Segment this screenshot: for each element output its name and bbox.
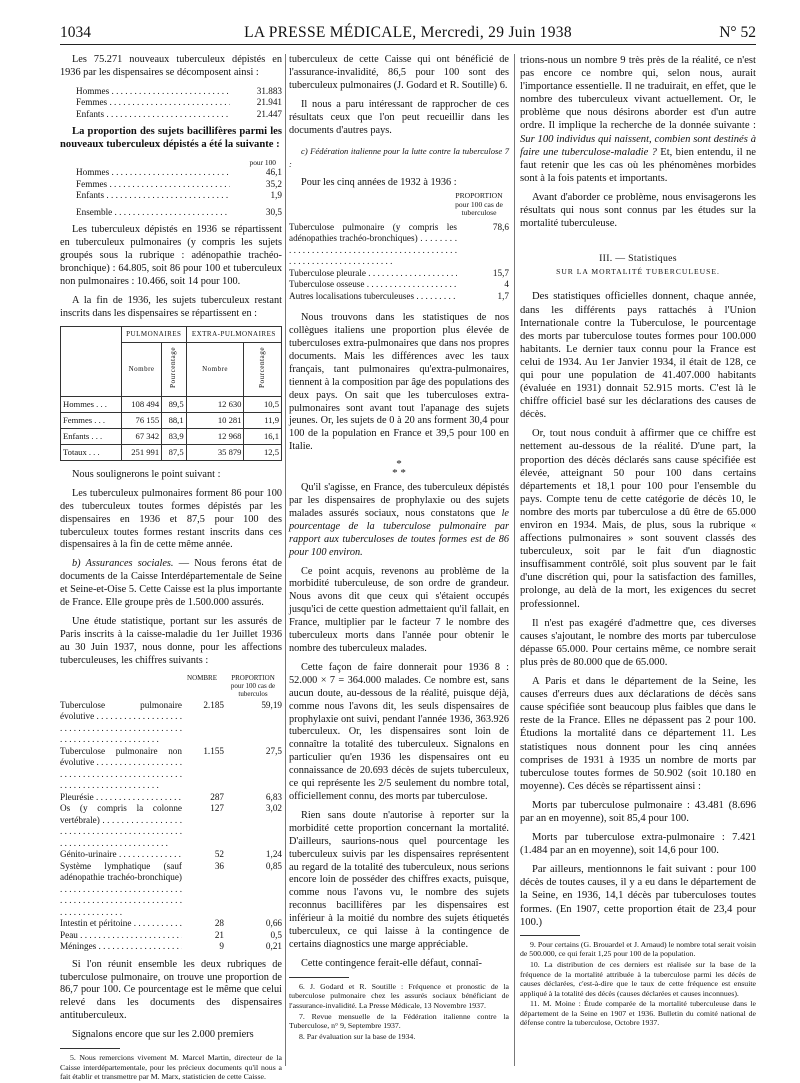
column-3 — [520, 54, 756, 1029]
paragraph: Cette façon de faire donnerait pour 1936 8 : 52.000 × 7 = 364.000 malades. Ce nombre est, sans aucun doute, au-dessous de la réalité, puisque déjà, comme nous l'avons dit, les seuls dispensaires de prophylaxie ont suivi, pendant l'année 1936, 363.926 tuberculeux. Or, les dispensaires sont loin de connaître la totalité des tuberculeux. Signalons en particulier qu'en 1936 les dispensaires ont eu connaissance de 20.693 décès de sujets tuberculeux, ce qui représente les 2/5 seulement du nombre total, officiellement connu, des morts par tuberculose. — [289, 661, 509, 802]
column-2 — [289, 54, 509, 1042]
list-item: Tuberculose pulmonaire évolutive . . . 2.185 59,19 — [60, 700, 282, 746]
footnote-rule — [289, 977, 349, 978]
page-number: 1034 — [60, 24, 91, 41]
list-item: Os (y compris la colonne vertébrale) . . . 127 3,02 — [60, 803, 282, 849]
list-item: Enfants . . . 21.447 — [76, 109, 282, 121]
list-item: Femmes . . . 21.941 — [76, 97, 282, 109]
paragraph: A la fin de 1936, les sujets tuberculeux restant inscrits dans les dispensaires se répartissent en : — [60, 294, 282, 319]
paragraph: A Paris et dans le département de la Seine, les causes d'erreurs dues aux déclarations de décès sans cause spécifiée sont beaucoup plus faibles que dans le reste de la France. Elles ne dépassent pas 2 pour 100. Étudions la mortalité dans ce département 11. Les statistiques nous donnent pour les cinq années comprises de 1931 à 1935 un nombre de morts par tuberculose toutes formes de 50.902 (soit 10.180 en moyenne). Ces décès se répartissent ainsi : — [520, 676, 756, 792]
insured-list — [60, 700, 282, 953]
table-corner — [61, 327, 122, 397]
header-extra-pulmonaires: EXTRA-PULMONAIRES — [186, 327, 281, 343]
list-item: Tuberculose pulmonaire (y compris les adénopathies trachéo-bronchiques) . . . 78,6 — [289, 222, 509, 268]
list-item: Méninges . . . 9 0,21 — [60, 941, 282, 953]
table-row: Femmes . . . 76 155 88,1 10 281 11,9 — [61, 413, 282, 429]
italian-list — [289, 222, 509, 303]
paragraph: La proportion des sujets bacillifères parmi les nouveaux tuberculeux dépistés a été la suivante : — [60, 126, 282, 151]
list-item: Hommes . . . 46,1 — [76, 167, 282, 179]
footnote-rule — [520, 935, 580, 936]
footnote: 5. Nous remercions vivement M. Marcel Martin, directeur de la Caisse interdépartementale, pour les précieux documents qu'il nous a fait établir et transmettre par M. Marx, statisticien de cette Caisse. — [60, 1053, 282, 1082]
paragraph: Signalons encore que sur les 2.000 premiers — [72, 1029, 254, 1041]
page-header — [60, 22, 756, 45]
distribution-table — [60, 326, 282, 460]
paragraph: Ce point acquis, revenons au problème de la morbidité tuberculeuse, de son ordre de grandeur. Nous avons dit que ceux qui s'étaient occupés jusqu'ici de cette question admettaient qu'il fallait, en France, multiplier par le facteur 7 le nombre des tuberculeux morts dans l'année pour obtenir le nombre des tuberculeux malades. — [289, 565, 509, 654]
footnote: 6. J. Godard et R. Soutille : Fréquence et pronostic de la tuberculose pulmonaire chez les assurés sociaux bénéficiant de l'assurance-invalidité. La Presse Médicale, 13 Novembre 1937. — [289, 981, 509, 1010]
paragraph: Par ailleurs, mentionnons le fait suivant : pour 100 décès de toutes causes, il y a eu dans le département de la Seine, en 1936, 14,1 décès par tuberculoses toutes formes. (En 1907, cette proportion était de 23,4 pour 100.) — [520, 864, 756, 928]
paragraph: Avant d'aborder ce problème, nous envisagerons les résultats qui nous sont connus par les études sur la mortalité tuberculeuse. — [520, 191, 756, 230]
paragraph: b) Assurances sociales. — Nous ferons état de documents de la Caisse Interdépartementale de Seine et Seine-et-Oise 5. Cette Caisse est la plus importante de France. Elle groupe près de 1.500.000 assurés. — [60, 558, 282, 609]
list-item: Système lymphatique (sauf adénopathie trachéo-bronchique) . . . 36 0,85 — [60, 861, 282, 919]
paragraph: Il nous a paru intéressant de rapprocher de ces résultats ceux que l'on peut recueillir dans les documents d'autres pays. — [289, 98, 509, 136]
footnote: 10. La distribution de ces derniers est réalisée sur la base de la fréquence de la mortalité attribuée à la tuberculose parmi les décès de causes déclarées, c'est-à-dire que le taux de cette fréquence est ensuite appliqué à la totalité des décès (causes déclarées et causes inconnues). — [520, 959, 756, 998]
asterism: * * * — [392, 458, 406, 480]
pct-header: pour 100 — [249, 158, 276, 168]
paragraph: Nous soulignerons le point suivant : — [72, 468, 221, 480]
issue-number: N° 52 — [719, 24, 756, 41]
paragraph: Rien sans doute n'autorise à reporter sur la morbidité cette proportion concernant la mortalité. D'ailleurs, saurions-nous quel pourcentage les tuberculeux suivis par les dispensaires représentent au regard de la totalité des tuberculeux, nous serions encore loin de posséder des chiffres exacts, puisque, comme nous l'avons vu, le nombre des sujets reconnus bacillifères par les dispensaires est inférieur à la moitié du nombre des sujets étiquetés tuberculeux, ce qui laisse à la contingence de certains diagnostics une marge appréciable. — [289, 809, 509, 950]
column-1 — [60, 54, 282, 1083]
header-nombre: Nombre — [186, 343, 244, 397]
section-heading: c) Fédération italienne pour la lutte contre la tuberculose 7 : — [289, 146, 509, 170]
column-rule — [514, 54, 515, 1066]
list-item: Femmes . . . 35,2 — [76, 179, 282, 191]
list-item: Tuberculose pulmonaire non évolutive . . . 1.155 27,5 — [60, 746, 282, 792]
paragraph: trions-nous un nombre 9 très près de la réalité, ce n'est pas encore ce nombre qui, selon nous, aurait l'importance essentielle. Il ne traduirait, en effet, que le nombre des tuberculeux vivant actuellement. Or, le problème que nous désirons aborder est d'un autre ordre. Il implique la recherche de la donnée suivante : Sur 100 individus qui naissent, combien sont destinés à faire une tuberculose-maladie ? Et, bien entendu, il ne faut retenir que les cas où les phénomènes morbides sont à la fois patents et importants. — [520, 55, 756, 184]
list-item: Génito-urinaire . . . 52 1,24 — [60, 849, 282, 861]
section-title: III. — Statistiques SUR LA MORTALITÉ TUBERCULEUSE. — [556, 253, 720, 277]
paragraph: Les tuberculeux pulmonaires forment 86 pour 100 des tuberculeux toutes formes dépistés par les dispensaires en 1936 et 87,5 pour 100 des tuberculeux toutes formes restant inscrits dans ces dispensaires à la fin de cette même année. — [60, 487, 282, 551]
paragraph: Nous trouvons dans les statistiques de nos collègues italiens une proportion plus élevée de tuberculoses extra-pulmonaires que dans nos propres documents. Mais les différences avec les taux français, tant pulmonaires qu'extra-pulmonaires, tiennent à la composition par âge des populations des deux pays. On sait que les tuberculoses extra-pulmonaires sont avant tout l'apanage des sujets jeunes. Or, les sujets de 0 à 20 ans forment 30,4 pour 100 de la population en France et 39,5 pour 100 en Italie. — [289, 312, 509, 453]
list-item: Hommes . . . 31.883 — [76, 86, 282, 98]
footnote: 8. Par évaluation sur la base de 1934. — [299, 1031, 416, 1041]
breakdown-list — [60, 86, 282, 121]
paragraph: Pour les cinq années de 1932 à 1936 : — [301, 177, 457, 189]
paragraph: Il n'est pas exagéré d'admettre que, ces diverses causes s'ajoutant, le nombre des morts par tuberculose dépasse 65.000. Pour certains même, ce nombre serait plus près de 80.000 que de 65.000. — [520, 617, 756, 668]
paragraph: Si l'on réunit ensemble les deux rubriques de tuberculose pulmonaire, on trouve une proportion de 86,7 pour 100. Ce pourcentage est le même que celui relevé dans les documents des dispensaires antituberculeux. — [60, 958, 282, 1022]
paragraph: Morts par tuberculose pulmonaire : 43.481 (8.696 par an en moyenne), soit 85,4 pour 100. — [520, 799, 756, 824]
paragraph: Morts par tuberculose extra-pulmonaire : 7.421 (1.484 par an en moyenne), soit 14,6 pour 100. — [520, 832, 756, 857]
paragraph: Or, tout nous conduit à affirmer que ce chiffre est nettement au-dessous de la réalité. D'une part, la proportion des décès déclarés sans cause spécifiée est élevée, atteignant 50 pour 100 dans certains départements et 18,1 pour 100 pour l'ensemble du pays. Compte tenu de cette catégorie de décès 10, le nombre des morts par tuberculose a dû être de 65.000 environ en 1934. Mais, de plus, sous la rubrique « affections pulmonaires » sont souvent classés des tuberculeux, soit par le fait d'un diagnostic insuffisamment contrôlé, soit plus souvent par le fait d'une discrétion qui, pour la satisfaction des familles, prolonge, au delà de la mort, les exigences du secret professionnel. — [520, 428, 756, 610]
footnote: 11. M. Moine : Étude comparée de la mortalité tuberculeuse dans le département de la Seine en 1907 et 1936. Bulletin du comité national de défense contre la tuberculose, Octobre 1937. — [520, 999, 756, 1028]
column-rule — [285, 54, 286, 1066]
list-item: Pleurésie . . . 287 6,83 — [60, 792, 282, 804]
list-item: Enfants . . . 1,9 — [76, 190, 282, 202]
paragraph: Cette contingence ferait-elle défaut, connaî- — [301, 957, 482, 969]
table-row: Hommes . . . 108 494 89,5 12 630 10,5 — [61, 397, 282, 413]
list-item: Peau . . . 21 0,5 — [60, 930, 282, 942]
header-nombre: Nombre — [122, 343, 162, 397]
section-heading: b) Assurances sociales. — [72, 558, 174, 570]
insured-table-header: NOMBRE PROPORTION pour 100 cas de tuberculos — [187, 673, 276, 698]
paragraph: tuberculeux de cette Caisse qui ont bénéficié de l'assurance-invalidité, 86,5 pour 100 sont des tuberculeux pulmonaires (J. Godard et R. Soutille) 6. — [289, 54, 509, 91]
header-pourcentage: Pourcentage — [162, 343, 186, 397]
list-item: Tuberculose pleurale . . . 15,7 — [289, 268, 509, 280]
table-row-total: Totaux . . . 251 991 87,5 35 879 12,5 — [61, 445, 282, 461]
header-pulmonaires: PULMONAIRES — [122, 327, 187, 343]
list-item: Intestin et péritoine . . . 28 0,66 — [60, 918, 282, 930]
proportion-header: PROPORTION pour 100 cas de tuberculose — [455, 191, 503, 218]
bacillary-list — [60, 167, 282, 218]
footnote-rule — [60, 1048, 120, 1049]
list-item: Ensemble . . . 30,5 — [76, 207, 282, 219]
list-item: Tuberculose osseuse . . . 4 — [289, 279, 509, 291]
paragraph: Les tuberculeux dépistés en 1936 se répartissent en tuberculeux pulmonaires (y compris les sujets groupés sous la rubrique : adénopathie trachéo-bronchique) : 64.805, soit 86 pour 100 et tuberculeux non pulmonaires : 10.466, soit 14 pour 100. — [60, 224, 282, 287]
header-pourcentage: Pourcentage — [244, 343, 282, 397]
paragraph: Des statistiques officielles donnent, chaque année, dans les différents pays rattachés à l'Union Internationale contre la Tuberculose, le pourcentage des morts par tuberculose toutes formes pour 100.000 habitants. Le dernier taux connu pour la France est celui de 1934. Au 1er Janvier 1934, il était de 128, ce qui pour une population de 41.407.000 habitants (évaluée en 1931) donnait 52.915 morts. C'est là le chiffre officiel basé sur les déclarations des causes de décès. — [520, 291, 756, 421]
list-item: Autres localisations tuberculeuses . . . 1,7 — [289, 291, 509, 303]
footnote: 9. Pour certains (G. Brouardel et J. Arnaud) le nombre total serait voisin de 500.000, ce qui ferait 1,25 pour 100 de la population. — [520, 939, 756, 959]
footnote: 7. Revue mensuelle de la Fédération italienne contre la Tuberculose, n° 9, Septembre 1937. — [289, 1011, 509, 1031]
paragraph: Une étude statistique, portant sur les assurés de Paris inscrits à la caisse-maladie du 1er Juillet 1936 au 30 Juin 1937, nous donne, pour les affections tuberculeuses, les chiffres suivants : — [60, 615, 282, 666]
journal-title: LA PRESSE MÉDICALE, Mercredi, 29 Juin 1938 — [244, 24, 572, 41]
paragraph: Qu'il s'agisse, en France, des tuberculeux dépistés par les dispensaires de prophylaxie ou des sujets malades assurés sociaux, nous constatons que le pourcentage de la tuberculose pulmonaire par rapport aux tuberculoses de toutes formes est de 86 pour 100 environ. — [289, 482, 509, 558]
table-row: Enfants . . . 67 342 83,9 12 968 16,1 — [61, 429, 282, 445]
paragraph: Les 75.271 nouveaux tuberculeux dépistés en 1936 par les dispensaires se décomposent ainsi : — [60, 54, 282, 78]
